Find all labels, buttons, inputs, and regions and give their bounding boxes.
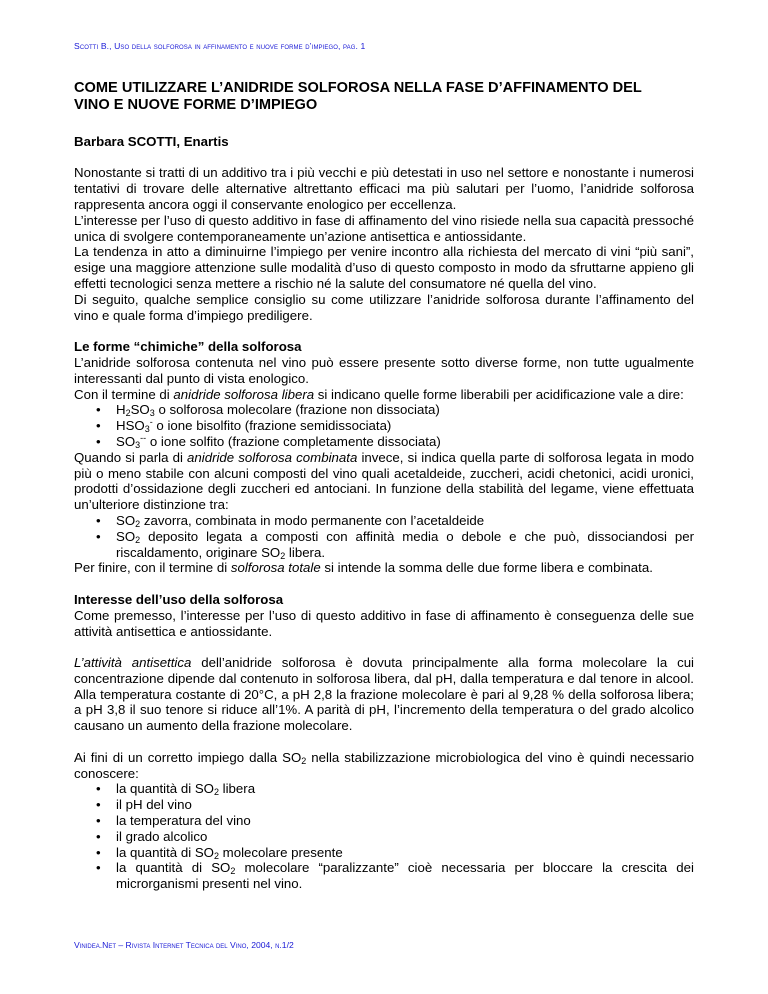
section2-paragraph-2: L’attività antisettica dell’anidride solforosa è dovuta principalmente alla forma molecolare la cui concentrazione dipende dal contenuto in solforosa libera, dal pH, dalla temperatura e dal tenore in alcool. Alla temperatura costante di 20°C, a pH 2,8 la frazione molecolare è pari al 9,28 % della solforosa libera; a pH 3,8 il suo tenore si riduce all’1%. A parità di pH, l’incremento della temperatura o del grado alcolico causano un aumento della frazione molecolare. bbox=[74, 655, 695, 734]
list-item: • la quantità di $SO_2$ molecolare presente bbox=[74, 845, 694, 861]
section2-paragraph-1: Come premesso, l’interesse per l’uso di questo additivo in fase di affinamento è conseguenza delle sue attività antisettica e antiossidante. bbox=[74, 607, 694, 639]
list-item: • $HSO_3^-$ o ione bisolfito (frazione semidissociata) bbox=[74, 418, 694, 434]
article-author: Barbara SCOTTI, Enartis bbox=[74, 133, 229, 149]
intro-paragraph-1: Nonostante si tratti di un additivo tra i più vecchi e più detestati in uso nel settore e nonostante i numerosi tentativi di trovare delle alternative altrettanto efficaci ma più salutari per l’uomo, l’anidride solforosa rappresenta ancora oggi il conservante enologico per eccellenza. bbox=[74, 165, 694, 212]
section1-paragraph-2: Con il termine di anidride solforosa libera si indicano quelle forme liberabili per acidificazione vale a dire: bbox=[74, 386, 684, 402]
intro-paragraph-3: La tendenza in atto a diminuirne l’impiego per venire incontro alla richiesta del mercato di vini “più sani”, esige una maggiore attenzione sulle modalità d’uso di questo composto in modo da sfruttarne appieno gli effetti tecnologici senza mettere a rischio né la salute del consumatore né quella del vino. bbox=[74, 244, 694, 291]
list-item: • il pH del vino bbox=[74, 797, 694, 813]
section-heading-interest: Interesse dell’uso della solforosa bbox=[74, 591, 284, 607]
section2-paragraph-3: Ai fini di un corretto impiego dalla $SO_2$ nella stabilizzazione microbiologica del vino è quindi necessario conoscere: bbox=[74, 749, 694, 781]
section1-paragraph-3: Quando si parla di anidride solforosa combinata invece, si indica quella parte di solforosa legata in modo più o meno stabile con alcuni composti del vino quali acetaldeide, zuccheri, acidi chetonici, acidi uronici, prodotti d’ossidazione degli zuccheri ed antociani. In funzione della stabilità del legame, viene effettuata un’ulteriore distinzione tra: bbox=[74, 449, 694, 513]
section-heading-chemical-forms: Le forme “chimiche” della solforosa bbox=[74, 339, 302, 355]
article-body bbox=[74, 80, 694, 892]
page-header: Scotti B., Uso della solforosa in affinamento e nuove forme d’impiego, pag. 1 bbox=[74, 41, 366, 51]
list-item: • la quantità di $SO_2$ molecolare “paralizzante” cioè necessaria per bloccare la crescita dei microrganismi presenti nel vino. bbox=[74, 860, 694, 892]
list-item: • $H_2SO_3$ o solforosa molecolare (frazione non dissociata) bbox=[74, 402, 694, 418]
section1-paragraph-4: Per finire, con il termine di solforosa totale si intende la somma delle due forme libera e combinata. bbox=[74, 560, 653, 576]
page-footer: Vinidea.Net – Rivista Internet Tecnica del Vino, 2004, n.1/2 bbox=[74, 940, 294, 950]
list-item: • la temperatura del vino bbox=[74, 813, 694, 829]
list-item: • $SO_3^{--}$ o ione solfito (frazione completamente dissociata) bbox=[74, 434, 694, 450]
list-item: • $SO_2$ zavorra, combinata in modo permanente con l’acetaldeide bbox=[74, 513, 694, 529]
free-forms-list bbox=[74, 402, 694, 449]
requirements-list bbox=[74, 781, 694, 892]
list-item: • il grado alcolico bbox=[74, 829, 694, 845]
bound-forms-list bbox=[74, 513, 694, 560]
section1-paragraph-1: L’anidride solforosa contenuta nel vino può essere presente sotto diverse forme, non tutte ugualmente interessanti dal punto di vista enologico. bbox=[74, 354, 694, 386]
list-item: • la quantità di $SO_2$ libera bbox=[74, 781, 694, 797]
intro-paragraph-2: L’interesse per l’uso di questo additivo in fase di affinamento del vino risiede nella sua capacità pressoché unica di svolgere contemporaneamente un’azione antisettica e antiossidante. bbox=[74, 212, 694, 244]
article-title: COME UTILIZZARE L’ANIDRIDE SOLFOROSA NELLA FASE D’AFFINAMENTO DEL VINO E NUOVE FORME D’IMPIEGO bbox=[74, 80, 642, 113]
intro-paragraph-4: Di seguito, qualche semplice consiglio su come utilizzare l’anidride solforosa durante l’affinamento del vino e quale forma d’impiego prediligere. bbox=[74, 291, 694, 323]
list-item: • $SO_2$ deposito legata a composti con affinità media o debole e che può, dissociandosi per riscaldamento, originare $SO_2$ libera. bbox=[74, 529, 694, 561]
